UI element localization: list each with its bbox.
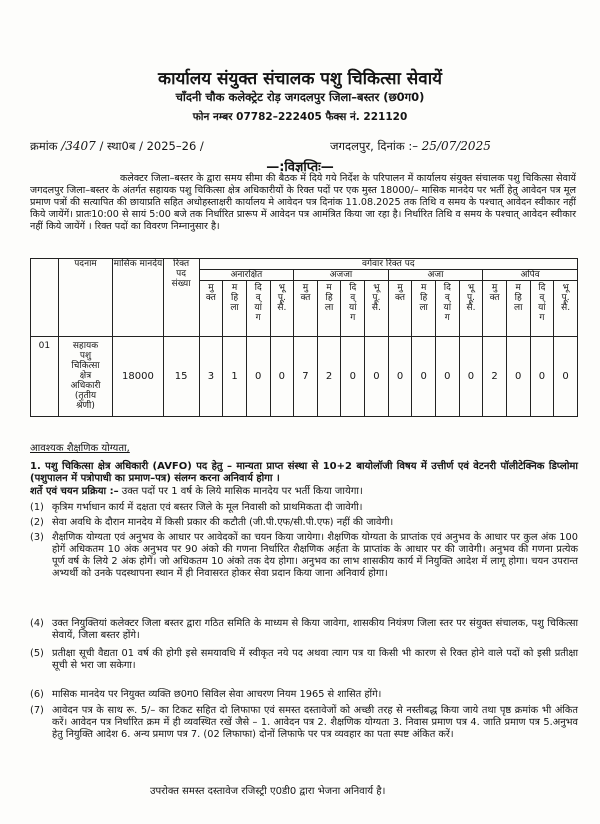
qualification-text: 1. पशु चिकित्सा क्षेत्र अधिकारी (AVFO) पद हेतु – मान्यता प्राप्त संस्था से 10+2 बायोलॉजी विषय में उत्तीर्ण एवं वेटनरी पॉलीटेक्निक डिप्लोमा (पशुपालन में पत्रोपाधी का प्रमाण–पत्र) संलग्न करना अनिवार्य होगा । [30, 461, 578, 485]
row-value: 2 [317, 337, 341, 417]
row-value: 0 [412, 337, 436, 417]
condition-item: (7) आवेदन पत्र के साथ रू. 5/– का टिकट सहित दो लिफाफा एवं समस्त दस्तावेजों को अच्छी तरह से नस्तीबद्ध किया जाये तथा पृष्ठ क्रमांक भी अंकित करें। आवेदन पत्र निर्धारित क्रम में ही व्यवस्थित रखें जैसे – 1. आवेदन पत्र 2. शैक्षणिक योग्यता 3. निवास प्रमाण पत्र 4. जाति प्रमाण पत्र 5.अनुभव हेतु नियुक्ति आदेश 6. अन्य प्रमाण पत्र 7. (02 लिफाफा) दोनों लिफाफे पर पत्र व्यवहार का पता स्पष्ट अंकित करें। [30, 705, 578, 740]
place-date-label: जगदलपुर, दिनांक :– [330, 139, 419, 153]
row-value: 1 [223, 337, 247, 417]
row-value: 0 [436, 337, 460, 417]
condition-item: (2) सेवा अवधि के दौरान मानदेय में किसी प्रकार की कटौती (जी.पी.एफ/सी.पी.एफ) नहीं की जावेगी। [30, 517, 394, 528]
condition-item: (5) प्रतीक्षा सूची वैद्यता 01 वर्ष की होगी इसे समयावधि में स्वीकृत नये पद अथवा त्याग पत्र या किसी भी कारण से रिक्त होने वाले पदों को इसी प्रतीक्षा सूची से भरा जा सकेगा। [30, 648, 578, 671]
ref-prefix: क्रमांक [30, 139, 58, 153]
row-post: सहायक पशु चिकित्सा क्षेत्र अधिकारी (तृतीय श्रेणी) [58, 337, 112, 417]
row-sno: 01 [31, 337, 59, 417]
row-value: 0 [270, 337, 294, 417]
post-header: पदनाम [58, 259, 112, 337]
row-value: 2 [483, 337, 507, 417]
intro-paragraph: कलेक्टर जिला–बस्तर के द्वारा समय सीमा की बैठक में दिये गये निर्देश के परिपालन में कार्यालय संयुक्त संचालक पशु चिकित्सा सेवायें जगदलपुर जिला–बस्तर के अंतर्गत सहायक पशु चिकित्सा क्षेत्र अधिकारीयों के रिक्त पदों पर एक मुस्त 18000/– मासिक मानदेय पर भर्ती हेतु आवेदन पत्र मूल प्रमाण पत्रों की सत्यापित की छायाप्रति सहित अधोहस्ताक्षरी कार्यालय मे आवेदन पत्र दिनांक 11.08.2025 तक तिथि व समय के पश्चात् आवेदन स्वीकार नहीं किये जायेंगें। प्रातः10:00 से सायं 5:00 बजे तक निर्धारित प्रारूप में आवेदन पत्र आमंत्रित किया जा रहा है। निर्धारित तिथि व समय के पश्चात् आवेदन स्वीकार नहीं किये जायेंगें । रिक्त पदों का विवरण निम्नानुसार है। [30, 173, 576, 232]
ref-number: /3407 [61, 139, 96, 153]
row-value: 7 [294, 337, 318, 417]
condition-item: (4) उक्त नियुक्तियां कलेक्टर जिला बस्तर द्वारा गठित समिति के माध्यम से किया जावेगा, शासकीय नियंत्रण जिला स्तर पर संयुक्त संचालक, पशु चिकित्सा सेवायें, जिला बस्तर होंगे। [30, 618, 578, 641]
row-vacant: 15 [163, 337, 199, 417]
qualification-heading: आवश्यक शैक्षणिक योग्यता, [30, 443, 130, 454]
ref-suffix: / स्था0ब / 2025–26 / [99, 139, 204, 153]
office-address: चाँदनी चौक कलेक्ट्रेट रोड़ जगदलपुर जिला–बस्तर (छ0ग0) [175, 90, 425, 104]
sno-header [31, 259, 59, 337]
subcol-header: म हि ला [317, 281, 341, 337]
row-value: 0 [506, 337, 530, 417]
subcol-header: भू पू. सै. [365, 281, 389, 337]
row-value: 0 [554, 337, 578, 417]
subcol-header: दि व् यां ग [436, 281, 460, 337]
subcol-header: म हि ला [223, 281, 247, 337]
footer-note: उपरोक्त समस्त दस्तावेज रजिस्ट्री ए0डी0 द्वारा भेजना अनिवार्य है। [150, 786, 386, 797]
salary-header: मासिक मानदेय [113, 259, 163, 337]
subcol-header: भू पू. सै. [270, 281, 294, 337]
subcol-header: दि व् यां ग [341, 281, 365, 337]
conditions-line [30, 486, 578, 498]
row-value: 3 [199, 337, 223, 417]
conditions-label: शर्ते एवं चयन प्रक्रिया :– [30, 486, 119, 497]
office-title: कार्यालय संयुक्त संचालक पशु चिकित्सा सेवायें [158, 69, 442, 89]
vacant-header: रिक्त पद संख्या [163, 259, 199, 337]
notice-heading: —:विज्ञप्तिः— [266, 160, 334, 175]
row-value: 0 [530, 337, 554, 417]
row-value: 0 [459, 337, 483, 417]
subcol-header: मु क्त [483, 281, 507, 337]
subcol-header: भू पू. सै. [459, 281, 483, 337]
subcol-header: मु क्त [199, 281, 223, 337]
row-value: 0 [246, 337, 270, 417]
condition-item: (1) कृत्रिम गर्भाधान कार्य में दक्षता एवं बस्तर जिले के मूल निवासी को प्राथमिकता दी जावेगी। [30, 502, 363, 513]
row-salary: 18000 [113, 337, 163, 417]
ref-date: 25/07/2025 [421, 139, 491, 153]
group-header: अनारक्षित [199, 270, 294, 281]
group-header: अपिव [483, 270, 578, 281]
subcol-header: दि व् यां ग [530, 281, 554, 337]
subcol-header: मु क्त [388, 281, 412, 337]
condition-item: (6) मासिक मानदेय पर नियुक्त व्यक्ति छ0ग0 सिविल सेवा आचरण नियम 1965 से शासित होंगे। [30, 689, 382, 700]
category-header: वर्गवार रिक्त पद [199, 259, 577, 270]
row-value: 0 [341, 337, 365, 417]
vacancy-table [30, 258, 578, 417]
group-header: अजा [388, 270, 483, 281]
office-phone: फोन नम्बर 07782–222405 फैक्स नं. 221120 [192, 111, 408, 123]
subcol-header: म हि ला [412, 281, 436, 337]
subcol-header: भू पू. सै. [554, 281, 578, 337]
condition-item: (3) शैक्षणिक योग्यता एवं अनुभव के आधार पर आवेदकों का चयन किया जायेगा। शैक्षणिक योग्यता के प्राप्तांक एवं अनुभव के आधार पर कुल अंक 100 होगें अधिकतम 10 अंक अनुभव पर 90 अंको की गणना निर्धारित शैक्षणिक अर्हता के प्राप्तांक के आधार पर की जावेगी। अनुभव की गणना प्रत्येक पूर्ण वर्ष के लिये 2 अंक होगें। जो अधिकतम 10 अंको तक देय होगा। अनुभव का लाभ शासकीय कार्य में नियुक्ति आदेश में लागू होगा। चयन उपरान्त अभ्यर्थी को उनके पदस्थापना स्थान में ही निवासरत होकर सेवा प्रदान किया जाना अनिवार्य होगा। [30, 532, 578, 579]
row-value: 0 [388, 337, 412, 417]
group-header: अजजा [294, 270, 389, 281]
subcol-header: मु क्त [294, 281, 318, 337]
subcol-header: म हि ला [506, 281, 530, 337]
conditions-intro: उक्त पदों पर 1 वर्ष के लिये मासिक मानदेय पर भर्ती किया जायेगा। [121, 486, 363, 497]
subcol-header: दि व् यां ग [246, 281, 270, 337]
row-value: 0 [365, 337, 389, 417]
